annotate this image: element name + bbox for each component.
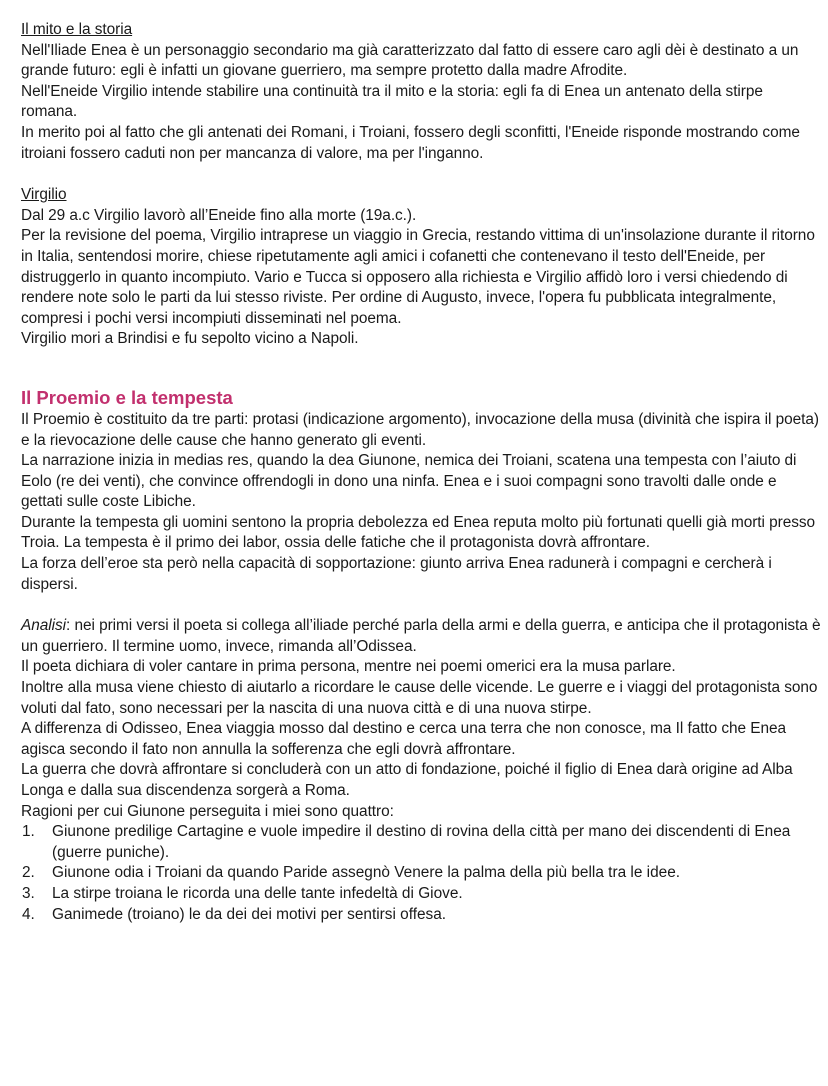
list-number: 2.: [22, 864, 35, 882]
paragraph: La guerra che dovrà affrontare si concluderà con un atto di fondazione, poiché il figlio di Enea darà origine ad Alba Longa e dalla sua discendenza sorgerà a Roma.: [21, 761, 793, 799]
paragraph: Per la revisione del poema, Virgilio intraprese un viaggio in Grecia, restando vittima di un'insolazione durante il ritorno in Italia, sentendosi morire, chiese ripetutamente agli amici i cofanetti che contenevano il testo dell'Eneide, per distruggerlo in quanto incompiuto. Vario e Tucca si opposero alla richiesta e Virgilio affidò loro i versi chiedendo di rendere note solo le parti da lui stesso riviste. Per ordine di Augusto, invece, l'opera fu pubblicata integralmente, compresi i pochi versi incompiuti disseminati nel poema.: [21, 227, 815, 327]
list-item-text: Giunone odia i Troiani da quando Paride assegnò Venere la palma della più bella tra le idee.: [52, 864, 681, 882]
paragraph: Nell'Eneide Virgilio intende stabilire una continuità tra il mito e la storia: egli fa di Enea un antenato della stirpe romana.: [21, 82, 763, 121]
paragraph: La forza dell’eroe sta però nella capacità di sopportazione: giunto arriva Enea radunerà i compagni e cercherà i dispersi.: [21, 555, 772, 593]
analysis-label: Analisi: [21, 617, 66, 635]
list-item: [21, 905, 821, 926]
list-number: 1.: [22, 823, 35, 841]
paragraph: Ragioni per cui Giunone perseguita i miei sono quattro:: [21, 802, 394, 820]
reasons-list: [21, 822, 821, 925]
spacer: [21, 595, 821, 616]
section-title-proemio: Il Proemio e la tempesta: [21, 386, 233, 408]
analysis-paragraph: [21, 616, 821, 657]
paragraph: La narrazione inizia in medias res, quando la dea Giunone, nemica dei Troiani, scatena una tempesta con l’aiuto di Eolo (re dei venti), che convince offrendogli in dono una ninfa. Enea e i suoi compagni sono travolti dalle onde e gettati sulle coste Libiche.: [21, 452, 797, 511]
spacer: [21, 164, 821, 185]
section-heading-virgilio: Virgilio: [21, 186, 67, 204]
paragraph: A differenza di Odisseo, Enea viaggia mosso dal destino e cerca una terra che non conosce, ma Il fatto che Enea agisca secondo il fato non annulla la sofferenza che egli dovrà affrontare.: [21, 720, 787, 758]
list-number: 3.: [22, 884, 35, 902]
paragraph: Durante la tempesta gli uomini sentono la propria debolezza ed Enea reputa molto più fortunati quelli già morti presso Troia. La tempesta è il primo dei labor, ossia delle fatiche che il protagonista dovrà affrontare.: [21, 513, 816, 552]
list-item-text: Giunone predilige Cartagine e vuole impedire il destino di rovina della città per mano dei discendenti di Enea (guerre puniche).: [52, 823, 791, 861]
document-page: [21, 20, 821, 925]
list-item: [21, 863, 821, 884]
paragraph: Nell'Iliade Enea è un personaggio secondario ma già caratterizzato dal fatto di essere caro agli dèi è destinato a un grande futuro: egli è infatti un giovane guerriero, ma sempre protetto dalla madre Afrodite.: [21, 41, 799, 80]
paragraph: Dal 29 a.c Virgilio lavorò all’Eneide fino alla morte (19a.c.).: [21, 206, 417, 224]
list-item-text: La stirpe troiana le ricorda una delle tante infedeltà di Giove.: [52, 884, 463, 902]
section-heading-mito: Il mito e la storia: [21, 21, 133, 38]
paragraph: Inoltre alla musa viene chiesto di aiutarlo a ricordare le cause delle vicende. Le guerre e i viaggi del protagonista sono voluti dal fato, sono necessari per la nascita di una nuova città e di una nuova stirpe.: [21, 679, 818, 717]
paragraph: Virgilio mori a Brindisi e fu sepolto vicino a Napoli.: [21, 330, 359, 348]
analysis-text: : nei primi versi il poeta si collega all’iliade perché parla della armi e della guerra, e anticipa che il protagonista è un guerriero. Il termine uomo, invece, rimanda all’Odissea.: [21, 617, 821, 655]
list-item-text: Ganimede (troiano) le da dei dei motivi per sentirsi offesa.: [52, 905, 447, 923]
list-number: 4.: [22, 905, 35, 923]
list-item: [21, 884, 821, 905]
list-item: [21, 822, 821, 863]
spacer: [21, 350, 821, 386]
paragraph: In merito poi al fatto che gli antenati dei Romani, i Troiani, fossero degli sconfitti, l'Eneide risponde mostrando come itroiani fossero caduti non per mancanza di valore, ma per l'inganno.: [21, 123, 800, 162]
paragraph: Il Proemio è costituito da tre parti: protasi (indicazione argomento), invocazione della musa (divinità che ispira il poeta) e la rievocazione delle cause che hanno generato gli eventi.: [21, 410, 819, 449]
paragraph: Il poeta dichiara di voler cantare in prima persona, mentre nei poemi omerici era la musa parlare.: [21, 658, 676, 676]
